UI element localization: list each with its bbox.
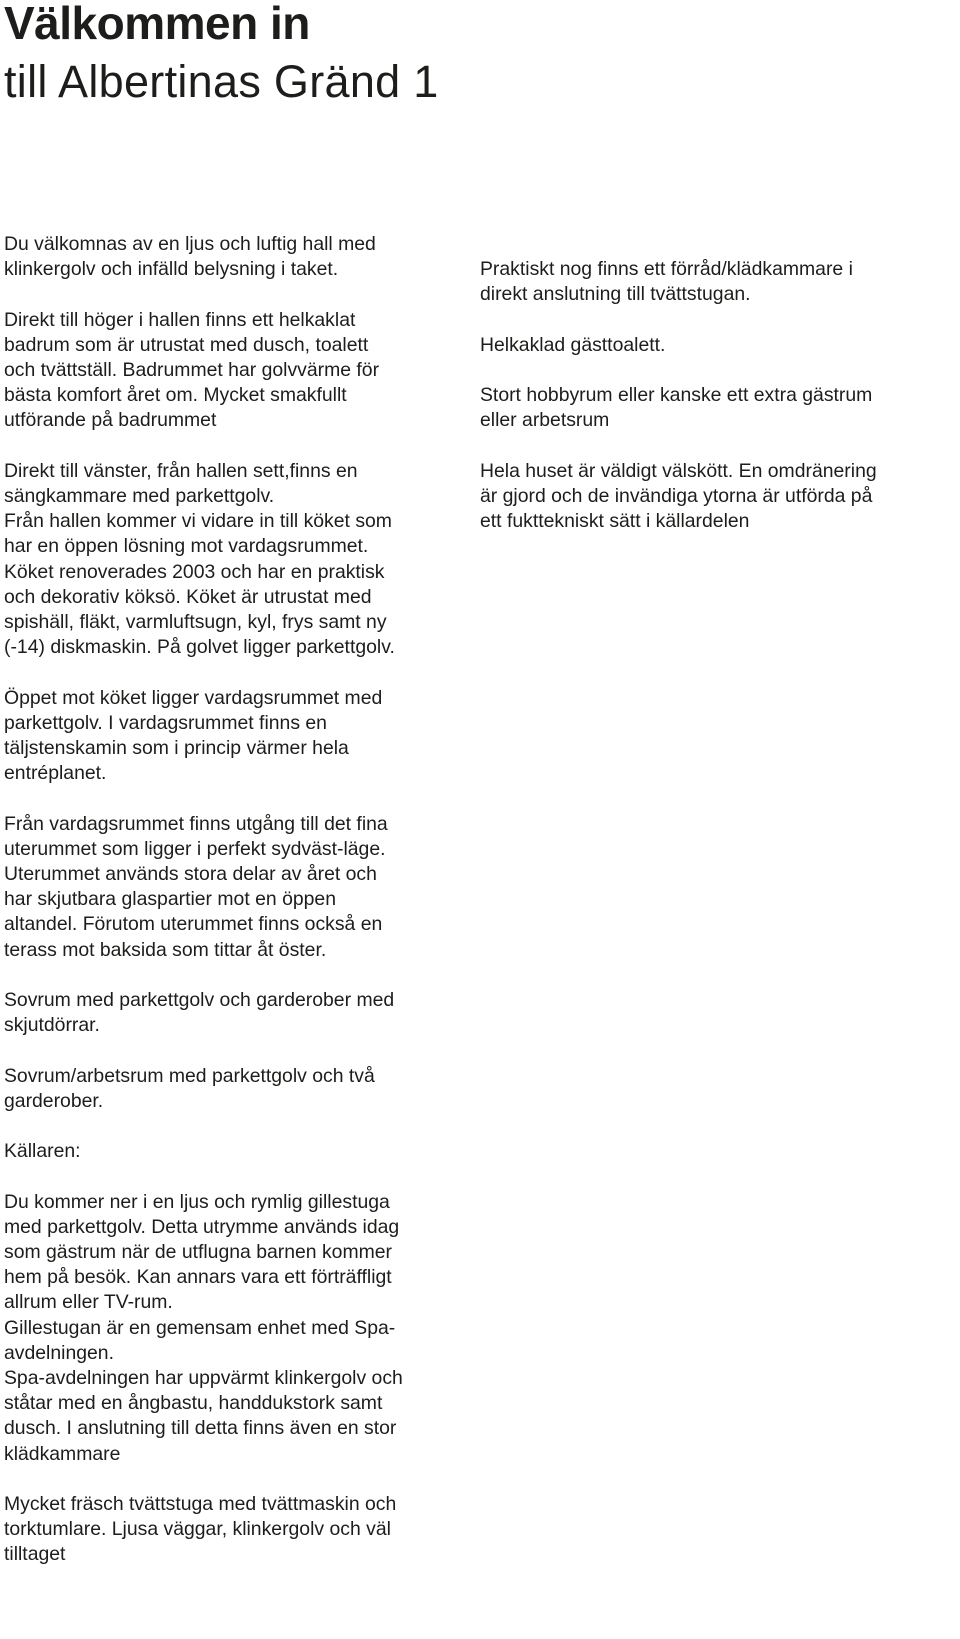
text-line: altandel. Förutom uterummet finns också en bbox=[4, 913, 383, 936]
text-line: hem på besök. Kan annars vara ett förträffligt bbox=[4, 1266, 392, 1289]
text-line: Direkt till vänster, från hallen sett,finns en bbox=[4, 459, 358, 482]
text-line: uterummet som ligger i perfekt sydväst-läge. bbox=[4, 837, 386, 860]
text-line: ett fukttekniskt sätt i källardelen bbox=[480, 509, 750, 532]
paragraph bbox=[4, 308, 474, 434]
text-line: dusch. I anslutning till detta finns även en stor bbox=[4, 1417, 397, 1440]
text-line: Gillestugan är en gemensam enhet med Spa- bbox=[4, 1316, 396, 1339]
text-line: parkettgolv. I vardagsrummet finns en bbox=[4, 711, 327, 734]
text-line: och dekorativ köksö. Köket är utrustat med bbox=[4, 585, 372, 608]
text-line: Från vardagsrummet finns utgång till det fina bbox=[4, 812, 388, 835]
text-line: avdelningen. bbox=[4, 1341, 114, 1364]
text-line: torktumlare. Ljusa väggar, klinkergolv och väl bbox=[4, 1518, 391, 1541]
text-line: är gjord och de invändiga ytorna är utförda på bbox=[480, 484, 873, 507]
text-line: ståtar med en ångbastu, handdukstork samt bbox=[4, 1392, 383, 1415]
text-line: klädkammare bbox=[4, 1442, 121, 1465]
text-line: direkt anslutning till tvättstugan. bbox=[480, 283, 751, 306]
text-line: badrum som är utrustat med dusch, toalett bbox=[4, 333, 369, 356]
text-line: Sovrum/arbetsrum med parkettgolv och två bbox=[4, 1064, 375, 1087]
text-line: Spa-avdelningen har uppvärmt klinkergolv och bbox=[4, 1367, 403, 1390]
paragraph bbox=[4, 812, 474, 963]
right-text-column bbox=[480, 257, 956, 534]
text-line: Uterummet används stora delar av året och bbox=[4, 863, 377, 886]
text-line: Från hallen kommer vi vidare in till köket som bbox=[4, 510, 392, 533]
paragraph bbox=[4, 509, 474, 660]
paragraph bbox=[4, 1492, 474, 1568]
paragraph bbox=[480, 383, 956, 433]
paragraph bbox=[4, 1139, 474, 1164]
text-line: täljstenskamin som i princip värmer hela bbox=[4, 737, 349, 760]
text-line: spishäll, fläkt, varmluftsugn, kyl, frys samt ny bbox=[4, 611, 387, 634]
text-line: Öppet mot köket ligger vardagsrummet med bbox=[4, 686, 383, 709]
page-header bbox=[4, 0, 904, 110]
text-line: har en öppen lösning mot vardagsrummet. bbox=[4, 535, 369, 558]
text-line: Källaren: bbox=[4, 1140, 81, 1163]
text-line: Helkaklad gästtoalett. bbox=[480, 333, 666, 356]
paragraph bbox=[480, 257, 956, 307]
text-line: terass mot baksida som tittar åt öster. bbox=[4, 938, 327, 961]
page-title: Välkommen in bbox=[4, 0, 310, 49]
text-line: Du välkomnas av en ljus och luftig hall med bbox=[4, 233, 376, 255]
paragraph bbox=[4, 988, 474, 1038]
text-line: Stort hobbyrum eller kanske ett extra gästrum bbox=[480, 383, 873, 406]
paragraph bbox=[4, 232, 474, 282]
text-line: Praktiskt nog finns ett förråd/klädkammare i bbox=[480, 258, 853, 280]
paragraph bbox=[480, 459, 956, 535]
text-line: Sovrum med parkettgolv och garderober med bbox=[4, 989, 395, 1012]
text-line: sängkammare med parkettgolv. bbox=[4, 485, 275, 507]
paragraph bbox=[4, 1064, 474, 1114]
text-line: entréplanet. bbox=[4, 762, 107, 785]
paragraph bbox=[4, 686, 474, 787]
paragraph bbox=[4, 1316, 474, 1366]
text-line: allrum eller TV-rum. bbox=[4, 1291, 173, 1314]
text-line: utförande på badrummet bbox=[4, 409, 217, 432]
text-line: Direkt till höger i hallen finns ett helkaklat bbox=[4, 308, 356, 331]
text-line: med parkettgolv. Detta utrymme används idag bbox=[4, 1215, 400, 1238]
left-text-column bbox=[4, 232, 474, 1568]
text-line: tilltaget bbox=[4, 1543, 66, 1566]
paragraph bbox=[480, 333, 956, 358]
text-line: som gästrum när de utflugna barnen kommer bbox=[4, 1241, 393, 1263]
text-line: klinkergolv och infälld belysning i taket. bbox=[4, 258, 339, 281]
paragraph bbox=[4, 1366, 474, 1467]
text-line: (-14) diskmaskin. På golvet ligger parkettgolv. bbox=[4, 636, 395, 659]
text-line: har skjutbara glaspartier mot en öppen bbox=[4, 888, 336, 911]
text-line: Mycket fräsch tvättstuga med tvättmaskin och bbox=[4, 1493, 397, 1516]
text-line: Du kommer ner i en ljus och rymlig gillestuga bbox=[4, 1190, 390, 1213]
text-line: Köket renoverades 2003 och har en praktisk bbox=[4, 560, 385, 583]
text-line: och tvättställ. Badrummet har golvvärme för bbox=[4, 359, 380, 381]
text-line: eller arbetsrum bbox=[480, 409, 610, 432]
paragraph bbox=[4, 1190, 474, 1316]
paragraph bbox=[4, 459, 474, 509]
text-line: garderober. bbox=[4, 1089, 104, 1112]
text-line: bästa komfort året om. Mycket smakfullt bbox=[4, 384, 347, 407]
page-subtitle: till Albertinas Gränd 1 bbox=[4, 56, 439, 107]
text-line: skjutdörrar. bbox=[4, 1014, 100, 1037]
text-line: Hela huset är väldigt välskött. En omdränering bbox=[480, 459, 877, 482]
